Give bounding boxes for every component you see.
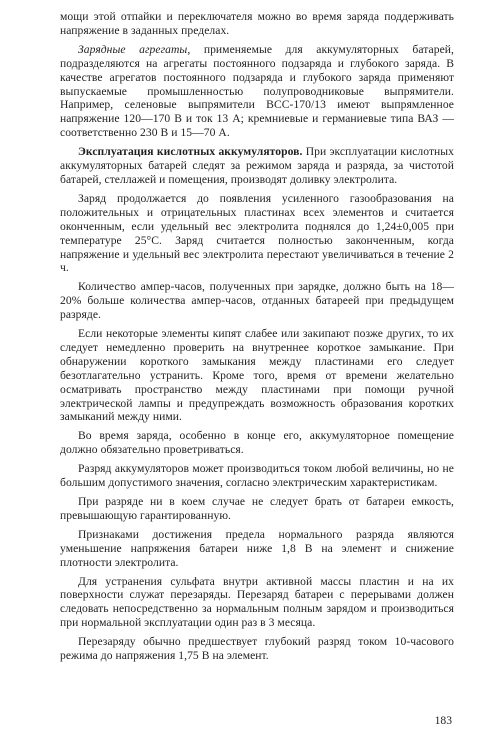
paragraph-2-lead: Зарядные агрегаты, [78, 42, 191, 56]
page-number: 183 [434, 714, 452, 727]
paragraph-9-text: При разряде ни в коем случае не следует брать от батареи емкость, превышающую гарантированную. [60, 495, 454, 522]
paragraph-10-text: Признаками достижения предела нормального разряда являются уменьшение напряжения батареи ниже 1,8 В на элемент и снижение плотности электролита. [60, 527, 454, 569]
paragraph-5 [60, 280, 454, 322]
paragraph-11-text: Для устранения сульфата внутри активной массы пластин и на их поверхности служат перезаряды. Перезаряд батареи с перерывами должен следовать непосредственно за нормальным полным зарядом и производиться при нормальной эксплуатации один раз в 3 месяца. [60, 574, 454, 630]
paragraph-3 [60, 145, 454, 187]
paragraph-5-text: Количество ампер-часов, полученных при зарядке, должно быть на 18—20% больше количества ампер-часов, отданных батареей при предыдущем разряде. [60, 280, 454, 322]
paragraph-2-text: применяемые для аккумуляторных батарей, подразделяются на агрегаты постоянного подзаряда и глубокого заряда. В качестве агрегатов постоянного подзаряда и глубокого заряда применяют выпускаемые промышленностью полупроводниковые выпрямители. Например, селеновые выпрямители ВСС-170/13 имеют выпрямленное напряжение 120—170 В и ток 13 А; кремниевые и германиевые типа ВАЗ — соответственно 230 В и 15—70 А. [60, 42, 454, 140]
paragraph-9 [60, 495, 454, 523]
paragraph-12 [60, 635, 454, 663]
paragraph-4 [60, 192, 454, 275]
paragraph-7-text: Во время заряда, особенно в конце его, аккумуляторное помещение должно обязательно проветриваться. [60, 429, 454, 457]
paragraph-8 [60, 462, 454, 490]
paragraph-6 [60, 327, 454, 424]
page-body [60, 10, 454, 668]
paragraph-6-text: Если некоторые элементы кипят слабее или закипают позже других, то их следует немедленно проверить на внутреннее короткое замыкание. При обнаружении короткого замыкания между пластинами его следует безотлагательно устранить. Кроме того, время от времени желательно осматривать пространство между пластинами при помощи ручной электрической лампы и предупреждать возможность образования коротких замыканий между ними. [60, 327, 454, 424]
paragraph-3-text: При эксплуатации кислотных аккумуляторных батарей следят за режимом заряда и разряда, за чистотой батарей, стеллажей и помещения, производят доливку электролита. [60, 145, 454, 186]
paragraph-7 [60, 429, 454, 457]
paragraph-10 [60, 528, 454, 570]
paragraph-1-text: мощи этой отпайки и переключателя можно во время заряда поддерживать напряжение в заданных пределах. [60, 10, 454, 37]
paragraph-1 [60, 10, 454, 38]
paragraph-8-text: Разряд аккумуляторов может производиться током любой величины, но не большим допустимого значения, согласно электрическим характеристикам. [60, 462, 454, 490]
paragraph-2 [60, 43, 454, 140]
paragraph-11 [60, 575, 454, 631]
paragraph-3-lead: Эксплуатация кислотных аккумуляторов. [78, 145, 303, 159]
paragraph-12-text: Перезаряду обычно предшествует глубокий разряд током 10-часового режима до напряжения 1,75 В на элемент. [60, 635, 454, 663]
paragraph-4-text: Заряд продолжается до появления усиленного газообразования на положительных и отрицательных пластинах всех элементов и считается оконченным, если удельный вес электролита поднялся до 1,24±0,005 при температуре 25°С. Заряд считается полностью законченным, когда напряжение и удельный вес электролита перестают увеличиваться в течение 2 ч. [60, 191, 454, 275]
